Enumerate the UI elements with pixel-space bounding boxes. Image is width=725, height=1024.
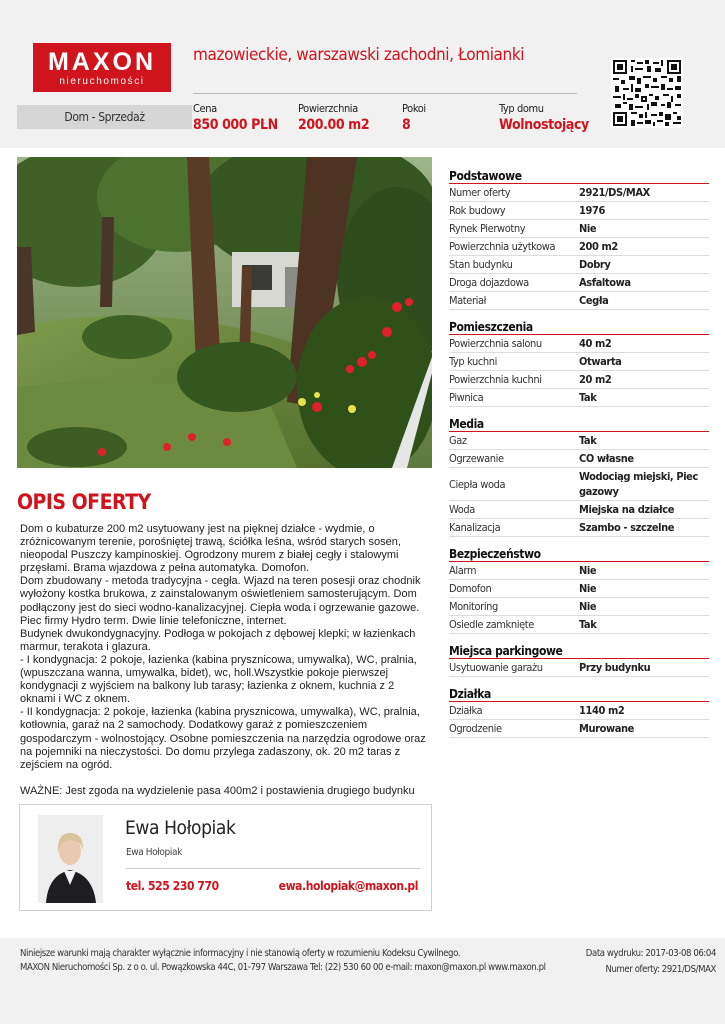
section-title: Miejsca parkingowe [449, 643, 709, 659]
agent-subtitle: Ewa Hołopiak [126, 847, 182, 858]
qr-code-icon[interactable] [611, 58, 683, 128]
stat-area [298, 102, 369, 135]
row-key: Rynek Pierwotny [449, 222, 526, 235]
stat-price [193, 102, 278, 135]
agent-email-link[interactable]: ewa.holopiak@maxon.pl [278, 879, 418, 893]
stat-price-label: Cena [193, 102, 217, 115]
table-row [449, 562, 709, 580]
row-key: Rok budowy [449, 204, 506, 217]
description-line: Piec firmy Hydro term. Dwie linie telefoniczne, internet. [20, 614, 287, 627]
offer-location: mazowieckie, warszawski zachodni, Łomianki [193, 45, 525, 65]
row-key: Domofon [449, 582, 492, 595]
description-note: WAŻNE: Jest zgoda na wydzielenie pasa 400m2 i postawienia drugiego budynku [20, 784, 415, 797]
description-title: OPIS OFERTY [17, 490, 151, 514]
row-key: Osiedle zamknięte [449, 618, 534, 631]
table-row [449, 720, 709, 738]
description-line: Dom o kubaturze 200 m2 usytuowany jest na pięknej działce - wydmie, o [20, 523, 375, 535]
row-value: 1976 [579, 204, 605, 217]
row-value: Tak [579, 391, 597, 404]
row-value: Tak [579, 434, 597, 447]
row-value: Tak [579, 618, 597, 631]
table-row [449, 220, 709, 238]
row-value: Nie [579, 600, 597, 613]
table-row [449, 501, 709, 519]
table-row [449, 184, 709, 202]
row-value: 20 m2 [579, 373, 612, 386]
description-line: Budynek dwukondygnacyjny. Podłoga w pokojach z dębowej klepki; w łazienkach [20, 627, 416, 640]
section-basic [449, 168, 709, 310]
table-row [449, 468, 709, 501]
row-key: Gaz [449, 434, 467, 447]
property-details [449, 168, 709, 747]
description-line: Dom zbudowany - metoda tradycyjna - cegła. Wjazd na teren posesji oraz chodnik [20, 575, 421, 588]
row-value: 1140 m2 [579, 704, 625, 717]
row-key: Materiał [449, 294, 487, 307]
offer-type-badge: Dom - Sprzedaż [17, 105, 192, 129]
row-value: 2921/DS/MAX [579, 186, 650, 199]
row-key: Numer oferty [449, 186, 511, 199]
stat-rooms [402, 102, 426, 135]
description-line: nieopodal Puszczy kampinoskiej. Ogrodzony murem z białej cegły i stalowymi [20, 549, 399, 562]
table-row [449, 353, 709, 371]
row-key: Ogrodzenie [449, 722, 502, 735]
description-line: wyłożony kostka brukowa, z zainstalowanym oświetleniem samosterującym. Dom [20, 588, 417, 601]
row-value: Przy budynku [579, 661, 651, 674]
stat-house-type-label: Typ domu [499, 102, 544, 115]
description-line: kotłownia, garaż na 2 samochody. Dodatkowy garaż z pomieszczeniem [20, 719, 368, 732]
description-line: kondygnacji z wyjściem na balkony lub tarasy; łazienka z oknem, kuchnia z 2 [20, 680, 395, 693]
agent-card [19, 804, 432, 911]
description-line: - II kondygnacja: 2 pokoje, łazienka (kabina prysznicowa, umywalka), WC, pralnia, [20, 706, 420, 719]
row-value: 200 m2 [579, 240, 618, 253]
table-row [449, 519, 709, 537]
row-key: Piwnica [449, 391, 484, 404]
footer-print-date: Data wydruku: 2017-03-08 06:04 [585, 948, 716, 959]
row-value: CO własne [579, 452, 634, 465]
row-key: Ogrzewanie [449, 452, 504, 465]
footer [0, 938, 725, 1024]
description-line: zejściem na ogród. [20, 758, 113, 771]
row-key: Powierzchnia użytkowa [449, 240, 556, 253]
table-row [449, 238, 709, 256]
agent-divider [126, 868, 420, 869]
row-value: Cegła [579, 294, 609, 307]
agent-photo [38, 815, 103, 903]
maxon-logo[interactable] [33, 43, 171, 92]
stat-area-label: Powierzchnia [298, 102, 358, 115]
description-line: podłączony jest do sieci wodno-kanalizacyjnej. Ciepła woda i ogrzewanie gazowe. [20, 601, 420, 614]
row-key: Woda [449, 503, 475, 516]
table-row [449, 335, 709, 353]
section-plot [449, 686, 709, 738]
description-line: marmur, terakota i glazura. [20, 640, 151, 653]
table-row [449, 256, 709, 274]
stat-rooms-value: 8 [402, 117, 411, 133]
row-value: Miejska na działce [579, 503, 675, 516]
section-utilities [449, 416, 709, 537]
section-title: Podstawowe [449, 168, 709, 184]
section-parking [449, 643, 709, 677]
row-value: Nie [579, 582, 597, 595]
stat-house-type-value: Wolnostojący [499, 117, 589, 133]
logo-main-text: MAXON [47, 48, 157, 76]
row-key: Alarm [449, 564, 477, 577]
footer-company-info: MAXON Nieruchomości Sp. z o o. ul. Powązkowska 44C, 01-797 Warszawa Tel: (22) 530 60 00 e-mail: maxon@maxon.pl www.maxon.pl [20, 962, 546, 973]
footer-disclaimer: Niniejsze warunki mają charakter wyłącznie informacyjny i nie stanowią oferty w rozumieniu Kodeksu Cywilnego. [20, 948, 461, 959]
table-row [449, 292, 709, 310]
table-row [449, 389, 709, 407]
row-value: Dobry [579, 258, 611, 271]
row-key: Powierzchnia salonu [449, 337, 542, 350]
row-value: Murowane [579, 722, 634, 735]
description-text [20, 523, 428, 798]
stat-rooms-label: Pokoi [402, 102, 426, 115]
row-key: Ciepła woda [449, 477, 506, 491]
row-key: Usytuowanie garażu [449, 661, 543, 674]
description-gap [20, 772, 428, 785]
stat-price-value: 850 000 PLN [193, 117, 278, 133]
header [0, 0, 725, 148]
stat-house-type [499, 102, 589, 135]
property-photo[interactable] [17, 157, 432, 468]
row-value: Nie [579, 564, 597, 577]
section-security [449, 546, 709, 634]
section-title: Pomieszczenia [449, 319, 709, 335]
row-key: Działka [449, 704, 483, 717]
table-row [449, 580, 709, 598]
section-title: Bezpieczeństwo [449, 546, 709, 562]
row-value: Nie [579, 222, 597, 235]
row-value: Asfaltowa [579, 276, 631, 289]
description-line: przęsłami. Brama wjazdowa z pełna automatyka. Domofon. [20, 562, 310, 575]
agent-phone-link[interactable]: tel. 525 230 770 [126, 879, 219, 893]
section-title: Działka [449, 686, 709, 702]
row-key: Powierzchnia kuchni [449, 373, 542, 386]
table-row [449, 702, 709, 720]
description-line: - I kondygnacja: 2 pokoje, łazienka (kabina prysznicowa, umywalka), WC, pralnia, [20, 653, 417, 666]
row-value: Wodociąg miejski, Piec gazowy [579, 470, 698, 498]
row-value: Otwarta [579, 355, 622, 368]
table-row [449, 616, 709, 634]
table-row [449, 371, 709, 389]
table-row [449, 274, 709, 292]
header-divider [193, 93, 577, 94]
row-value: Szambo - szczelne [579, 521, 675, 534]
description-line: (wpuszczana wanna, umywalka, bidet), wc, holl.Wszystkie pokoje pierwszej [20, 667, 389, 680]
row-key: Kanalizacja [449, 521, 501, 534]
table-row [449, 202, 709, 220]
logo-sub-text: nieruchomości [59, 76, 145, 87]
row-key: Stan budynku [449, 258, 513, 271]
description-line: gospodarczym - wolnostojący. Osobne pomieszczenia na narzędzia ogrodowe oraz [20, 732, 426, 745]
row-key: Monitoring [449, 600, 498, 613]
table-row [449, 432, 709, 450]
description-line: oknami i WC z oknem. [20, 693, 131, 706]
section-rooms [449, 319, 709, 407]
table-row [449, 450, 709, 468]
footer-offer-number: Numer oferty: 2921/DS/MAX [605, 964, 716, 975]
row-value: 40 m2 [579, 337, 612, 350]
table-row [449, 598, 709, 616]
agent-name: Ewa Hołopiak [125, 817, 236, 839]
section-title: Media [449, 416, 709, 432]
row-key: Droga dojazdowa [449, 276, 529, 289]
description-line: na pojemniki na nieczystości. Do domu przylega zadaszony, ok. 20 m2 taras z [20, 745, 401, 758]
stat-area-value: 200.00 m2 [298, 117, 370, 133]
table-row [449, 659, 709, 677]
row-key: Typ kuchni [449, 355, 498, 368]
description-line: zróżnicowanym terenie, porośniętej trawą, ściółka leśna, wśród starych sosen, [20, 536, 401, 549]
